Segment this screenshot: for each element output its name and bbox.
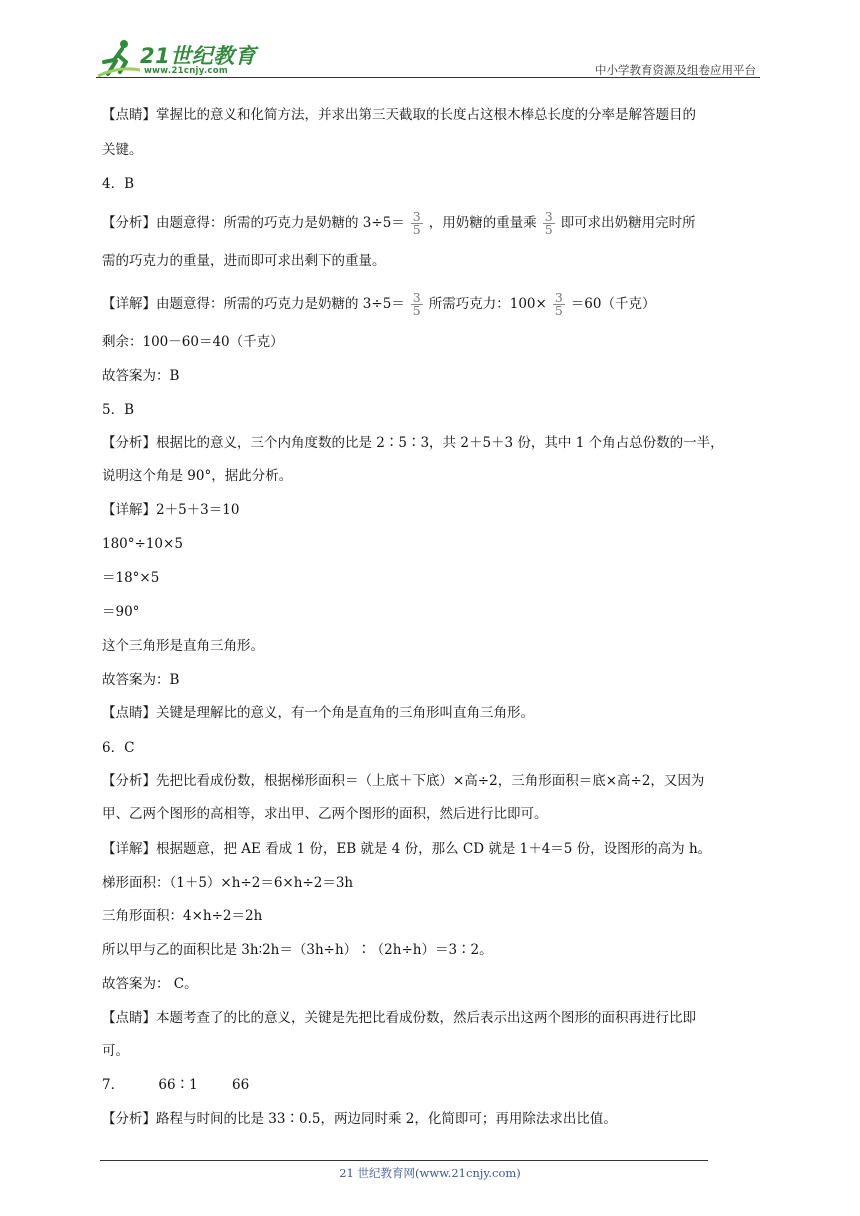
text-line: 甲、乙两个图形的高相等，求出甲、乙两个图形的面积，然后进行比即可。 xyxy=(102,806,548,822)
fraction-denominator: 5 xyxy=(412,222,421,237)
text-line: 关键。 xyxy=(102,142,143,158)
logo-text: 21世纪教育 xyxy=(140,44,257,68)
text-line: 【点睛】关键是理解比的意义，有一个角是直角的三角形叫直角三角形。 xyxy=(102,705,534,721)
text-line: 可。 xyxy=(102,1043,129,1059)
text-line: 【分析】路程与时间的比是 33∶0.5，两边同时乘 2，化简即可；再用除法求出比值。 xyxy=(102,1111,617,1127)
text-line: 剩余：100－60＝40（千克） xyxy=(102,334,284,350)
text-line: 说明这个角是 90°，据此分析。 xyxy=(102,468,293,484)
text-line: 【点睛】掌握比的意义和化简方法，并求出第三天截取的长度占这根木棒总长度的分率是解答题目的 xyxy=(102,107,696,123)
text-segment: 即可求出奶糖用完时所 xyxy=(560,215,696,231)
text-segment: ，用奶糖的重量乘 xyxy=(428,215,537,231)
text-line: 【分析】先把比看成份数，根据梯形面积＝（上底＋下底）×高÷2，三角形面积＝底×高÷2，又因为 xyxy=(102,773,705,789)
text-segment: 所需巧克力：100× xyxy=(428,296,547,312)
site-logo xyxy=(96,36,266,82)
logo-url: www.21cnjy.com xyxy=(144,66,228,76)
text-line: 【详解】根据题意，把 AE 看成 1 份，EB 就是 4 份，那么 CD 就是 1＋4＝5 份，设图形的高为 h。 xyxy=(102,841,712,857)
fraction-denominator: 5 xyxy=(412,303,421,318)
header-divider xyxy=(96,77,760,78)
text-line: 这个三角形是直角三角形。 xyxy=(102,638,264,654)
fraction-denominator: 5 xyxy=(544,222,553,237)
analysis-line xyxy=(102,211,696,236)
text-line: ＝18°×5 xyxy=(102,570,160,586)
text-line: 【详解】2＋5＋3＝10 xyxy=(102,502,240,518)
answer-line: 故答案为：B xyxy=(102,368,180,384)
text-line: 梯形面积：（1＋5）×h÷2＝6×h÷2＝3h xyxy=(102,875,354,891)
fraction xyxy=(553,292,565,317)
text-line: 所以甲与乙的面积比是 3h∶2h＝（3h÷h）∶（2h÷h）＝3∶2。 xyxy=(102,942,493,958)
text-line: 【点睛】本题考查了的比的意义，关键是先把比看成份数，然后表示出这两个图形的面积再进行比即 xyxy=(102,1010,696,1026)
text-line: ＝90° xyxy=(102,604,140,620)
fraction-numerator: 3 xyxy=(412,209,421,224)
fraction-denominator: 5 xyxy=(554,303,563,318)
header-platform-text: 中小学教育资源及组卷应用平台 xyxy=(595,63,756,77)
fraction-numerator: 3 xyxy=(554,290,563,305)
page-header xyxy=(96,36,760,82)
fraction-numerator: 3 xyxy=(544,209,553,224)
text-line: 180°÷10×5 xyxy=(102,536,183,552)
fraction xyxy=(411,292,423,317)
text-segment: ＝60（千克） xyxy=(570,296,656,312)
fraction-numerator: 3 xyxy=(412,290,421,305)
question-number: 6．C xyxy=(102,740,135,756)
text-segment: 【分析】由题意得：所需的巧克力是奶糖的 3÷5＝ xyxy=(102,215,405,231)
text-segment: 【详解】由题意得：所需的巧克力是奶糖的 3÷5＝ xyxy=(102,296,405,312)
page-footer: 21 世纪教育网(www.21cnjy.com) xyxy=(339,1166,521,1180)
question-number: 5．B xyxy=(102,402,135,418)
question-number: 4．B xyxy=(102,176,135,192)
answer-line: 故答案为： C。 xyxy=(102,976,198,992)
question-number: 7． 66∶1 66 xyxy=(102,1077,250,1093)
text-line: 【分析】根据比的意义，三个内角度数的比是 2∶5∶3，共 2＋5＋3 份，其中 1 个角占总份数的一半， xyxy=(102,435,724,451)
footer-divider xyxy=(100,1160,708,1161)
answer-line: 故答案为：B xyxy=(102,672,180,688)
detail-line xyxy=(102,292,655,317)
text-line: 需的巧克力的重量，进而即可求出剩下的重量。 xyxy=(102,253,386,269)
runner-logo-icon xyxy=(96,36,142,82)
fraction xyxy=(543,211,555,236)
fraction xyxy=(411,211,423,236)
text-line: 三角形面积：4×h÷2＝2h xyxy=(102,908,263,924)
